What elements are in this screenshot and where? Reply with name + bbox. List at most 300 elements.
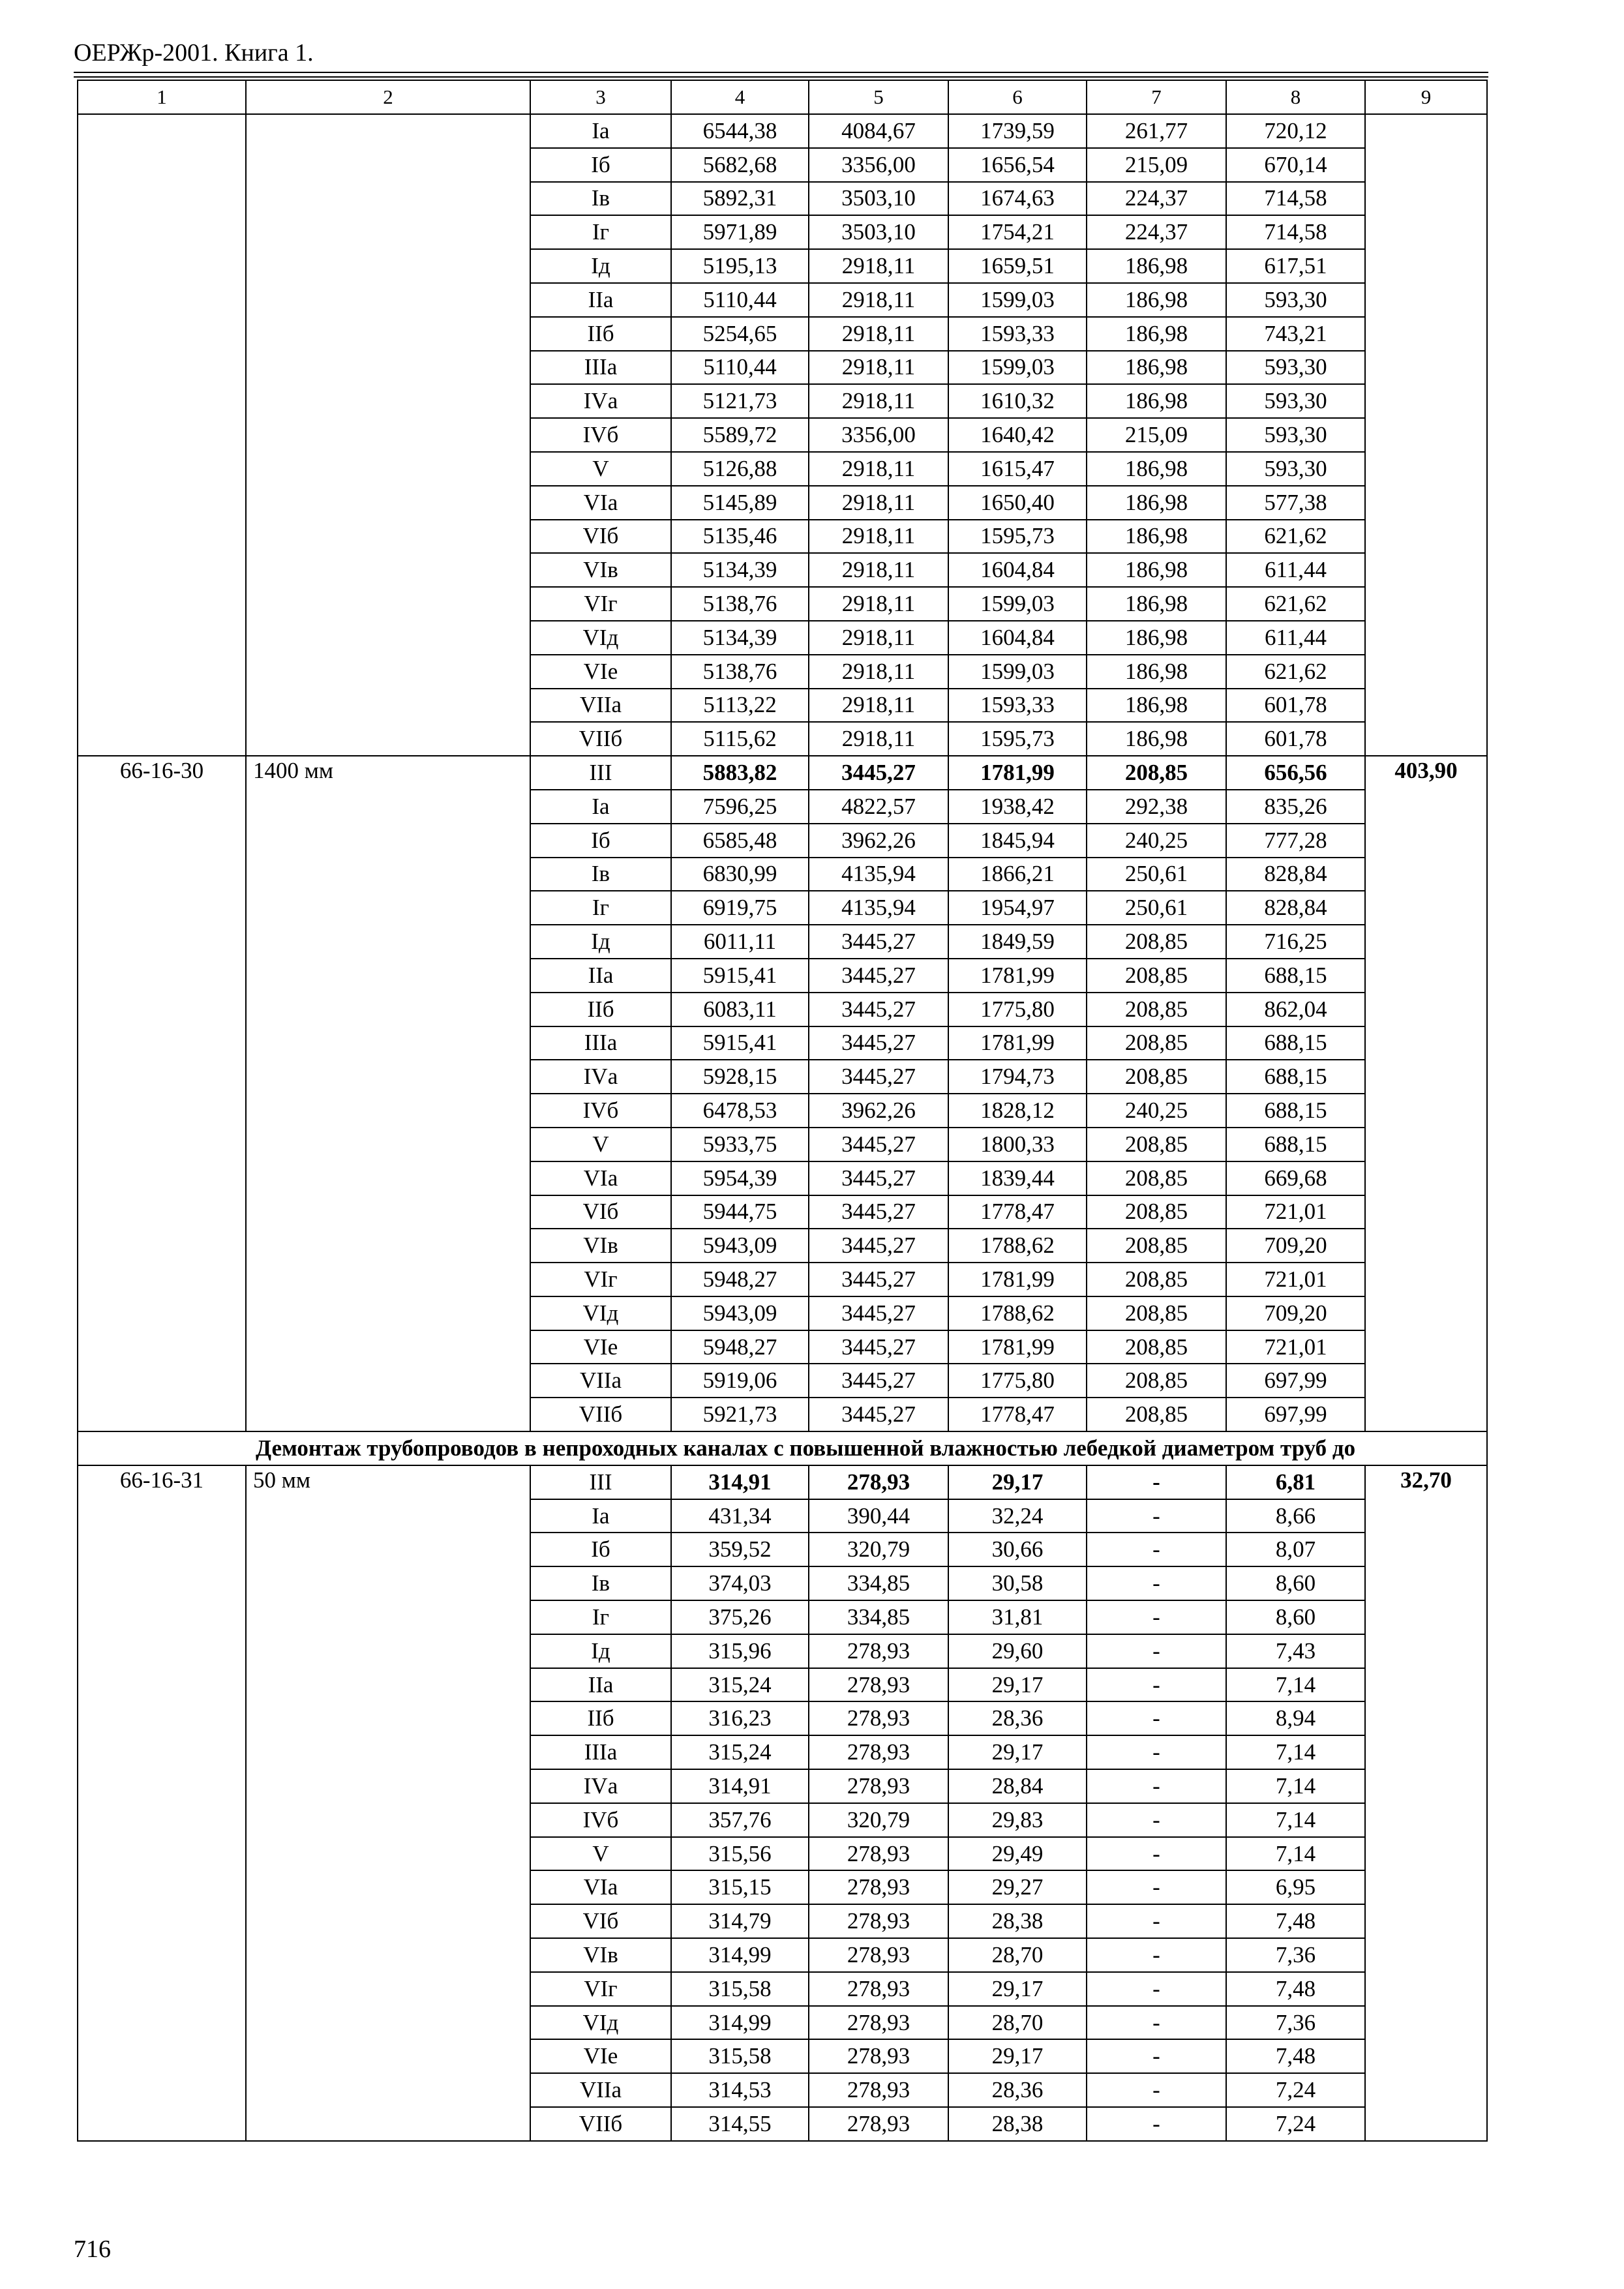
value-cell: 1604,84: [948, 621, 1087, 655]
zone-cell: VIб: [530, 520, 671, 554]
zone-cell: IIа: [530, 959, 671, 993]
value-cell: 374,03: [671, 1566, 809, 1600]
zone-cell: IIIа: [530, 351, 671, 385]
value-cell: 5954,39: [671, 1161, 809, 1195]
value-cell: 3503,10: [809, 215, 948, 249]
value-cell: -: [1087, 1972, 1226, 2006]
zone-cell: VIе: [530, 1330, 671, 1364]
value-cell: 215,09: [1087, 418, 1226, 452]
value-cell: 186,98: [1087, 587, 1226, 621]
value-cell: 3962,26: [809, 1094, 948, 1128]
value-cell: 2918,11: [809, 520, 948, 554]
value-cell: 7,48: [1226, 1972, 1365, 2006]
value-cell: 250,61: [1087, 891, 1226, 925]
zone-cell: IVа: [530, 384, 671, 418]
value-cell: 3445,27: [809, 1398, 948, 1431]
zone-cell: Iд: [530, 249, 671, 283]
value-cell: 1593,33: [948, 317, 1087, 351]
value-cell: 3356,00: [809, 418, 948, 452]
value-cell: 670,14: [1226, 148, 1365, 182]
zone-cell: VIIа: [530, 689, 671, 723]
value-cell: 601,78: [1226, 689, 1365, 723]
value-cell: -: [1087, 1904, 1226, 1938]
zone-cell: IVб: [530, 1803, 671, 1837]
value-cell: 5948,27: [671, 1263, 809, 1296]
value-cell: 431,34: [671, 1499, 809, 1533]
value-cell: 208,85: [1087, 959, 1226, 993]
value-cell: 716,25: [1226, 925, 1365, 959]
zone-cell: VIIб: [530, 1398, 671, 1431]
value-cell: -: [1087, 1465, 1226, 1499]
value-cell: 7596,25: [671, 790, 809, 824]
value-cell: 3503,10: [809, 182, 948, 216]
value-cell: 688,15: [1226, 1094, 1365, 1128]
value-cell: 1778,47: [948, 1195, 1087, 1229]
table-row: [78, 114, 1487, 148]
column-header: 9: [1365, 80, 1487, 114]
value-cell: 7,14: [1226, 1668, 1365, 1702]
value-cell: 1739,59: [948, 114, 1087, 148]
value-cell: 5195,13: [671, 249, 809, 283]
zone-cell: VIа: [530, 1870, 671, 1904]
value-cell: 3445,27: [809, 1195, 948, 1229]
value-cell: 1954,97: [948, 891, 1087, 925]
value-cell: 5121,73: [671, 384, 809, 418]
zone-cell: VIIб: [530, 722, 671, 756]
value-cell: 208,85: [1087, 993, 1226, 1026]
value-cell: 593,30: [1226, 452, 1365, 486]
value-cell: 7,43: [1226, 1634, 1365, 1668]
value-cell: 278,93: [809, 1668, 948, 1702]
value-cell: 29,60: [948, 1634, 1087, 1668]
value-cell: 721,01: [1226, 1195, 1365, 1229]
value-cell: 1781,99: [948, 756, 1087, 790]
value-cell: 6,81: [1226, 1465, 1365, 1499]
value-cell: -: [1087, 1668, 1226, 1702]
value-cell: 5933,75: [671, 1128, 809, 1161]
code-cell: 66-16-30: [78, 756, 246, 1431]
value-cell: 5589,72: [671, 418, 809, 452]
zone-cell: IIб: [530, 993, 671, 1026]
value-cell: 5682,68: [671, 148, 809, 182]
value-cell: 278,93: [809, 1972, 948, 2006]
zone-cell: VIIа: [530, 2073, 671, 2107]
zone-cell: VIг: [530, 587, 671, 621]
header-rule: [74, 72, 1488, 73]
zone-cell: Iб: [530, 824, 671, 858]
zone-cell: Iа: [530, 114, 671, 148]
value-cell: 1595,73: [948, 722, 1087, 756]
value-cell: -: [1087, 1533, 1226, 1566]
value-cell: 720,12: [1226, 114, 1365, 148]
value-cell: 617,51: [1226, 249, 1365, 283]
zone-cell: VIв: [530, 553, 671, 587]
value-cell: 375,26: [671, 1600, 809, 1634]
value-cell: 709,20: [1226, 1296, 1365, 1330]
value-cell: 261,77: [1087, 114, 1226, 148]
value-cell: 5915,41: [671, 1026, 809, 1060]
value-cell: 28,84: [948, 1769, 1087, 1803]
value-cell: 320,79: [809, 1803, 948, 1837]
zone-cell: IIб: [530, 1701, 671, 1735]
column-number-row: [78, 80, 1487, 114]
zone-cell: V: [530, 1837, 671, 1871]
value-cell: 1800,33: [948, 1128, 1087, 1161]
value-cell: 6,95: [1226, 1870, 1365, 1904]
value-cell: 1845,94: [948, 824, 1087, 858]
value-cell: 593,30: [1226, 283, 1365, 317]
code-cell: 66-16-31: [78, 1465, 246, 2141]
value-cell: 5135,46: [671, 520, 809, 554]
value-cell: 29,83: [948, 1803, 1087, 1837]
zone-cell: IIIа: [530, 1735, 671, 1769]
value-cell: 208,85: [1087, 1128, 1226, 1161]
value-cell: 186,98: [1087, 520, 1226, 554]
value-cell: 3445,27: [809, 756, 948, 790]
value-cell: 334,85: [809, 1566, 948, 1600]
value-cell: 1595,73: [948, 520, 1087, 554]
value-cell: 334,85: [809, 1600, 948, 1634]
value-cell: 1599,03: [948, 283, 1087, 317]
value-cell: 3962,26: [809, 824, 948, 858]
value-cell: 278,93: [809, 1465, 948, 1499]
value-cell: 3445,27: [809, 1026, 948, 1060]
value-cell: 828,84: [1226, 891, 1365, 925]
value-cell: 292,38: [1087, 790, 1226, 824]
value-cell: 3445,27: [809, 1128, 948, 1161]
value-cell: 8,94: [1226, 1701, 1365, 1735]
column-header: 4: [671, 80, 809, 114]
value-cell: 5134,39: [671, 553, 809, 587]
value-cell: 8,66: [1226, 1499, 1365, 1533]
zone-cell: V: [530, 452, 671, 486]
value-cell: 669,68: [1226, 1161, 1365, 1195]
value-cell: 5113,22: [671, 689, 809, 723]
value-cell: 1788,62: [948, 1229, 1087, 1263]
value-cell: 2918,11: [809, 351, 948, 385]
zone-cell: Iв: [530, 182, 671, 216]
value-cell: 278,93: [809, 2006, 948, 2040]
value-cell: 3445,27: [809, 993, 948, 1026]
page-number: 716: [74, 2236, 111, 2263]
value-cell: 5254,65: [671, 317, 809, 351]
value-cell: 1781,99: [948, 959, 1087, 993]
zone-cell: Iа: [530, 1499, 671, 1533]
value-cell: 30,66: [948, 1533, 1087, 1566]
zone-cell: IVб: [530, 1094, 671, 1128]
value-cell: 278,93: [809, 1701, 948, 1735]
column-header: 2: [246, 80, 530, 114]
value-cell: 714,58: [1226, 182, 1365, 216]
value-cell: 208,85: [1087, 1296, 1226, 1330]
value-cell: 8,60: [1226, 1566, 1365, 1600]
value-cell: 2918,11: [809, 317, 948, 351]
zone-cell: Iг: [530, 1600, 671, 1634]
zone-cell: Iа: [530, 790, 671, 824]
value-cell: 3445,27: [809, 1330, 948, 1364]
value-cell: 4084,67: [809, 114, 948, 148]
zone-cell: VIа: [530, 486, 671, 520]
value-cell: 1640,42: [948, 418, 1087, 452]
value-cell: 1610,32: [948, 384, 1087, 418]
value-cell: 777,28: [1226, 824, 1365, 858]
value-cell: 314,99: [671, 2006, 809, 2040]
column-header: 5: [809, 80, 948, 114]
value-cell: 314,91: [671, 1465, 809, 1499]
value-cell: -: [1087, 1803, 1226, 1837]
zone-cell: IIб: [530, 317, 671, 351]
value-cell: 28,38: [948, 2107, 1087, 2141]
value-cell: 1593,33: [948, 689, 1087, 723]
value-cell: 1781,99: [948, 1026, 1087, 1060]
zone-cell: VIд: [530, 2006, 671, 2040]
value-cell: 314,91: [671, 1769, 809, 1803]
zone-cell: V: [530, 1128, 671, 1161]
value-cell: 6544,38: [671, 114, 809, 148]
value-cell: 215,09: [1087, 148, 1226, 182]
value-cell: 6919,75: [671, 891, 809, 925]
value-cell: 29,17: [948, 2039, 1087, 2073]
value-cell: -: [1087, 1735, 1226, 1769]
value-cell: -: [1087, 1634, 1226, 1668]
zone-cell: VIб: [530, 1195, 671, 1229]
value-cell: 186,98: [1087, 553, 1226, 587]
value-cell: 186,98: [1087, 249, 1226, 283]
value-cell: 224,37: [1087, 215, 1226, 249]
value-cell: 186,98: [1087, 621, 1226, 655]
value-cell: 314,79: [671, 1904, 809, 1938]
value-cell: 186,98: [1087, 317, 1226, 351]
header-rule: [74, 76, 1488, 78]
value-cell: 2918,11: [809, 621, 948, 655]
zone-cell: Iв: [530, 858, 671, 891]
value-cell: 709,20: [1226, 1229, 1365, 1263]
value-cell: 5126,88: [671, 452, 809, 486]
value-cell: 721,01: [1226, 1330, 1365, 1364]
value-cell: 186,98: [1087, 655, 1226, 689]
value-cell: 5134,39: [671, 621, 809, 655]
value-cell: 2918,11: [809, 587, 948, 621]
value-cell: 5971,89: [671, 215, 809, 249]
value-cell: 5145,89: [671, 486, 809, 520]
value-cell: 28,70: [948, 1938, 1087, 1972]
zone-cell: Iг: [530, 891, 671, 925]
value-cell: 5919,06: [671, 1364, 809, 1398]
value-cell: 28,38: [948, 1904, 1087, 1938]
value-cell: 688,15: [1226, 1128, 1365, 1161]
value-cell: 7,36: [1226, 2006, 1365, 2040]
value-cell: -: [1087, 1837, 1226, 1871]
value-cell: 224,37: [1087, 182, 1226, 216]
total-cell: 403,90: [1365, 756, 1487, 1431]
document-title: ОЕРЖр-2001. Книга 1.: [74, 39, 314, 67]
zone-cell: VIе: [530, 655, 671, 689]
value-cell: 5915,41: [671, 959, 809, 993]
value-cell: 5110,44: [671, 283, 809, 317]
value-cell: 3445,27: [809, 1364, 948, 1398]
value-cell: 1650,40: [948, 486, 1087, 520]
value-cell: 697,99: [1226, 1364, 1365, 1398]
value-cell: 688,15: [1226, 1026, 1365, 1060]
zone-cell: VIг: [530, 1972, 671, 2006]
section-heading: Демонтаж трубопроводов в непроходных каналах с повышенной влажностью лебедкой диаметром труб до: [78, 1431, 1487, 1465]
value-cell: 835,26: [1226, 790, 1365, 824]
value-cell: 7,48: [1226, 2039, 1365, 2073]
value-cell: 6478,53: [671, 1094, 809, 1128]
value-cell: 6585,48: [671, 824, 809, 858]
zone-cell: VIа: [530, 1161, 671, 1195]
value-cell: 7,24: [1226, 2107, 1365, 2141]
value-cell: 278,93: [809, 1904, 948, 1938]
zone-cell: IIа: [530, 283, 671, 317]
zone-cell: IIIа: [530, 1026, 671, 1060]
zone-cell: VIд: [530, 621, 671, 655]
value-cell: 6011,11: [671, 925, 809, 959]
value-cell: -: [1087, 2073, 1226, 2107]
zone-cell: VIе: [530, 2039, 671, 2073]
value-cell: 1781,99: [948, 1330, 1087, 1364]
value-cell: 1781,99: [948, 1263, 1087, 1296]
value-cell: 1775,80: [948, 1364, 1087, 1398]
value-cell: 1775,80: [948, 993, 1087, 1026]
value-cell: 315,56: [671, 1837, 809, 1871]
value-cell: 7,14: [1226, 1735, 1365, 1769]
name-cell: [246, 114, 530, 756]
value-cell: 315,24: [671, 1735, 809, 1769]
value-cell: 250,61: [1087, 858, 1226, 891]
value-cell: 278,93: [809, 1870, 948, 1904]
value-cell: 2918,11: [809, 384, 948, 418]
value-cell: 29,17: [948, 1668, 1087, 1702]
value-cell: 714,58: [1226, 215, 1365, 249]
value-cell: 314,55: [671, 2107, 809, 2141]
value-cell: 621,62: [1226, 520, 1365, 554]
value-cell: 621,62: [1226, 655, 1365, 689]
value-cell: 3445,27: [809, 1263, 948, 1296]
zone-cell: IIа: [530, 1668, 671, 1702]
name-cell: 1400 мм: [246, 756, 530, 1431]
value-cell: 1604,84: [948, 553, 1087, 587]
value-cell: 186,98: [1087, 486, 1226, 520]
value-cell: 828,84: [1226, 858, 1365, 891]
value-cell: 31,81: [948, 1600, 1087, 1634]
value-cell: 5883,82: [671, 756, 809, 790]
value-cell: 359,52: [671, 1533, 809, 1566]
zone-cell: VIд: [530, 1296, 671, 1330]
value-cell: 6083,11: [671, 993, 809, 1026]
column-header: 1: [78, 80, 246, 114]
value-cell: 5115,62: [671, 722, 809, 756]
value-cell: 5943,09: [671, 1229, 809, 1263]
value-cell: 7,14: [1226, 1837, 1365, 1871]
value-cell: 29,49: [948, 1837, 1087, 1871]
value-cell: 29,27: [948, 1870, 1087, 1904]
value-cell: 7,14: [1226, 1803, 1365, 1837]
value-cell: 5921,73: [671, 1398, 809, 1431]
value-cell: 1656,54: [948, 148, 1087, 182]
value-cell: 32,24: [948, 1499, 1087, 1533]
value-cell: -: [1087, 2107, 1226, 2141]
value-cell: 208,85: [1087, 925, 1226, 959]
value-cell: 6830,99: [671, 858, 809, 891]
zone-cell: VIIа: [530, 1364, 671, 1398]
zone-cell: Iб: [530, 148, 671, 182]
value-cell: 3445,27: [809, 1161, 948, 1195]
value-cell: 316,23: [671, 1701, 809, 1735]
value-cell: 2918,11: [809, 452, 948, 486]
value-cell: 30,58: [948, 1566, 1087, 1600]
zone-cell: VIб: [530, 1904, 671, 1938]
value-cell: 3445,27: [809, 1296, 948, 1330]
value-cell: 186,98: [1087, 351, 1226, 385]
zone-cell: VIв: [530, 1938, 671, 1972]
value-cell: -: [1087, 1566, 1226, 1600]
value-cell: 29,17: [948, 1465, 1087, 1499]
value-cell: 621,62: [1226, 587, 1365, 621]
rates-table: [77, 80, 1488, 2142]
value-cell: 315,58: [671, 1972, 809, 2006]
value-cell: 688,15: [1226, 1060, 1365, 1094]
value-cell: 7,36: [1226, 1938, 1365, 1972]
value-cell: 2918,11: [809, 553, 948, 587]
value-cell: 5138,76: [671, 655, 809, 689]
value-cell: 278,93: [809, 1735, 948, 1769]
value-cell: 577,38: [1226, 486, 1365, 520]
value-cell: 1866,21: [948, 858, 1087, 891]
value-cell: 278,93: [809, 1769, 948, 1803]
value-cell: 1599,03: [948, 655, 1087, 689]
value-cell: 4135,94: [809, 858, 948, 891]
value-cell: 208,85: [1087, 1364, 1226, 1398]
code-cell: [78, 114, 246, 756]
value-cell: 186,98: [1087, 283, 1226, 317]
zone-cell: Iг: [530, 215, 671, 249]
value-cell: 208,85: [1087, 1398, 1226, 1431]
value-cell: 320,79: [809, 1533, 948, 1566]
value-cell: 1674,63: [948, 182, 1087, 216]
value-cell: 208,85: [1087, 1330, 1226, 1364]
zone-cell: VIв: [530, 1229, 671, 1263]
value-cell: 8,60: [1226, 1600, 1365, 1634]
value-cell: 4822,57: [809, 790, 948, 824]
value-cell: 186,98: [1087, 722, 1226, 756]
value-cell: 2918,11: [809, 689, 948, 723]
value-cell: 278,93: [809, 2039, 948, 2073]
zone-cell: IVб: [530, 418, 671, 452]
table-body: [78, 114, 1487, 2141]
value-cell: 208,85: [1087, 1229, 1226, 1263]
value-cell: 2918,11: [809, 249, 948, 283]
value-cell: 3356,00: [809, 148, 948, 182]
value-cell: 315,96: [671, 1634, 809, 1668]
value-cell: 208,85: [1087, 1026, 1226, 1060]
value-cell: 186,98: [1087, 689, 1226, 723]
value-cell: 2918,11: [809, 655, 948, 689]
value-cell: 593,30: [1226, 351, 1365, 385]
value-cell: 5928,15: [671, 1060, 809, 1094]
zone-cell: VIг: [530, 1263, 671, 1296]
value-cell: 1754,21: [948, 215, 1087, 249]
value-cell: 3445,27: [809, 1229, 948, 1263]
total-cell: 32,70: [1365, 1465, 1487, 2141]
value-cell: -: [1087, 1769, 1226, 1803]
value-cell: -: [1087, 1600, 1226, 1634]
value-cell: -: [1087, 2039, 1226, 2073]
value-cell: 278,93: [809, 2107, 948, 2141]
value-cell: 862,04: [1226, 993, 1365, 1026]
value-cell: 5138,76: [671, 587, 809, 621]
value-cell: 2918,11: [809, 486, 948, 520]
